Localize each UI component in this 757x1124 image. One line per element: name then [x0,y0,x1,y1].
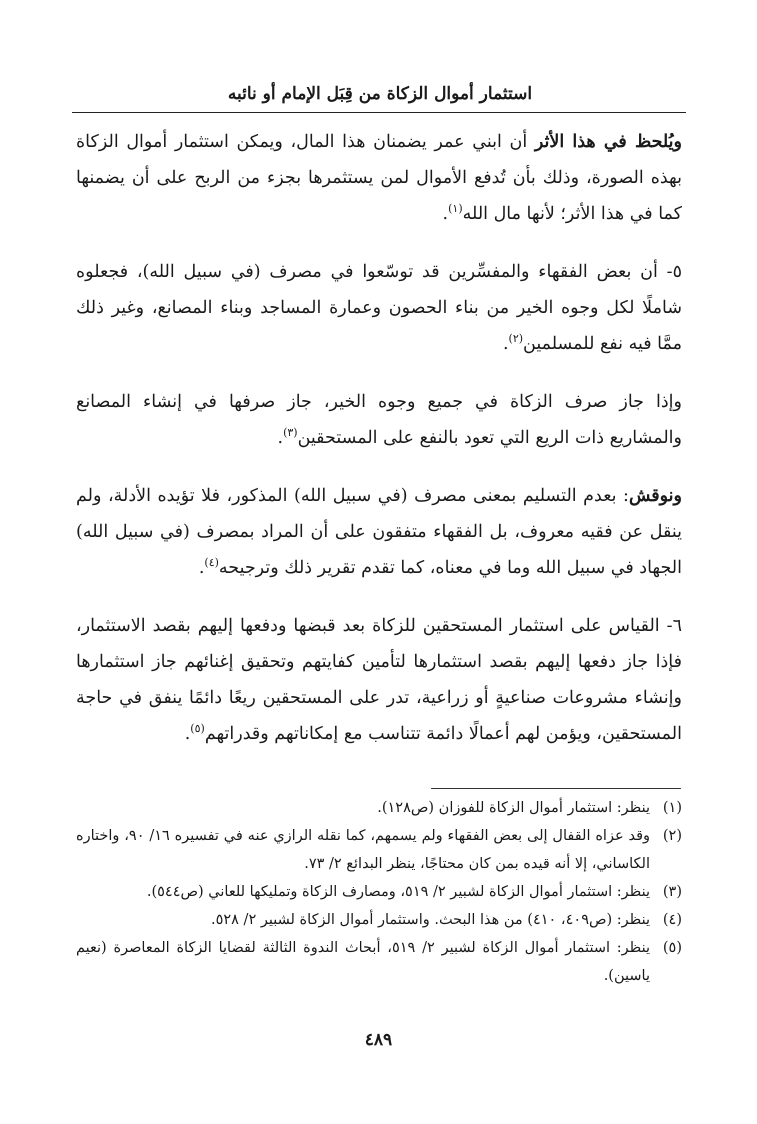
footnote-number: (٤) [662,912,682,928]
paragraph-2-text: ٥- أن بعض الفقهاء والمفسِّرين قد توسّعوا في مصرف (في سبيل الله)، فجعلوه شاملًا لكل وجوه الخير من بناء الحصون وعمارة المساجد وبناء المصانع، وغير ذلك ممَّا فيه نفع للمسلمين [76,262,682,354]
footnote-number: (٢) [662,828,682,844]
paragraph-4-end: . [198,558,205,578]
header-rule [72,112,686,113]
paragraph-1-lead: ويُلحظ في هذا الأثر [534,132,682,152]
paragraph-2-end: . [502,334,509,354]
paragraph-5-text: ٦- القياس على استثمار المستحقين للزكاة بعد قبضها ودفعها إليهم بقصد الاستثمار، فإذا جاز دفعها إليهم بقصد استثمارها لتأمين كفايتهم وتحقيق إغنائهم جاز استثمارها وإنشاء مشروعات صناعيةٍ أو زراعية، تدر على المستحقين ريعًا دائمًا ينفق في حاجة المستحقين، ويؤمن لهم أعمالًا دائمة تتناسب مع إمكاناتهم وقدراتهم [76,616,682,744]
main-text [76,124,682,774]
footnote-2 [76,822,682,878]
paragraph-2 [76,254,682,362]
footnote-ref-4[interactable]: (٤) [204,556,219,570]
paragraph-3-end: . [277,428,284,448]
paragraph-1-text: أن ابني عمر يضمنان هذا المال، ويمكن استثمار أموال الزكاة بهذه الصورة، وذلك بأن تُدفع الأموال لمن يستثمرها بجزء من الربح على أن يضمنها كما في هذا الأثر؛ لأنها مال الله [76,132,682,224]
footnote-3 [76,878,682,906]
paragraph-5-end: . [184,724,191,744]
footnote-text: ينظر: (ص٤٠٩، ٤١٠) من هذا البحث. واستثمار أموال الزكاة لشبير ٢/ ٥٢٨. [210,912,650,928]
page-number: ٤٨٩ [364,1030,393,1050]
running-header: استثمار أموال الزكاة من قِبَل الإمام أو نائبه [227,84,533,104]
footnote-4 [76,906,682,934]
footnote-ref-1[interactable]: (١) [448,202,463,216]
paragraph-3 [76,384,682,456]
paragraph-4 [76,478,682,586]
footnote-number: (١) [662,800,682,816]
footnote-text: وقد عزاه القفال إلى بعض الفقهاء ولم يسمهم، كما نقله الرازي عنه في تفسيره ١٦/ ٩٠، واختاره الكاساني، إلا أنه قيده بمن كان محتاجًا، ينظر البدائع ٢/ ٧٣. [76,828,650,872]
footnote-number: (٥) [662,940,682,956]
footnote-ref-3[interactable]: (٣) [283,426,298,440]
footnote-number: (٣) [662,884,682,900]
footnote-ref-2[interactable]: (٢) [508,332,524,346]
footnote-text: ينظر: استثمار أموال الزكاة لشبير ٢/ ٥١٩، ومصارف الزكاة وتمليكها للعاني (ص٥٤٤). [146,884,650,900]
paragraph-3-text: وإذا جاز صرف الزكاة في جميع وجوه الخير، جاز صرفها في إنشاء المصانع والمشاريع ذات الريع التي تعود بالنفع على المستحقين [76,392,682,448]
paragraph-4-lead: ونوقش [628,486,682,506]
paragraph-5 [76,608,682,752]
footnote-ref-5[interactable]: (٥) [190,722,205,736]
footnote-text: ينظر: استثمار أموال الزكاة للفوزان (ص١٢٨). [377,800,650,816]
footnote-1 [76,794,682,822]
footnote-5 [76,934,682,990]
paragraph-1 [76,124,682,232]
footnote-separator [431,788,681,789]
footnote-text: ينظر: استثمار أموال الزكاة لشبير ٢/ ٥١٩، أبحاث الندوة الثالثة لقضايا الزكاة المعاصرة (نعيم ياسين). [76,940,650,984]
paragraph-4-text: : بعدم التسليم بمعنى مصرف (في سبيل الله) المذكور، فلا تؤيده الأدلة، ولم ينقل عن فقيه معروف، بل الفقهاء متفقون على أن المراد بمصرف (في سبيل الله) الجهاد في سبيل الله وما في معناه، كما تقدم تقرير ذلك وترجيحه [76,486,682,578]
footnotes [76,794,682,990]
paragraph-1-end: . [442,204,449,224]
